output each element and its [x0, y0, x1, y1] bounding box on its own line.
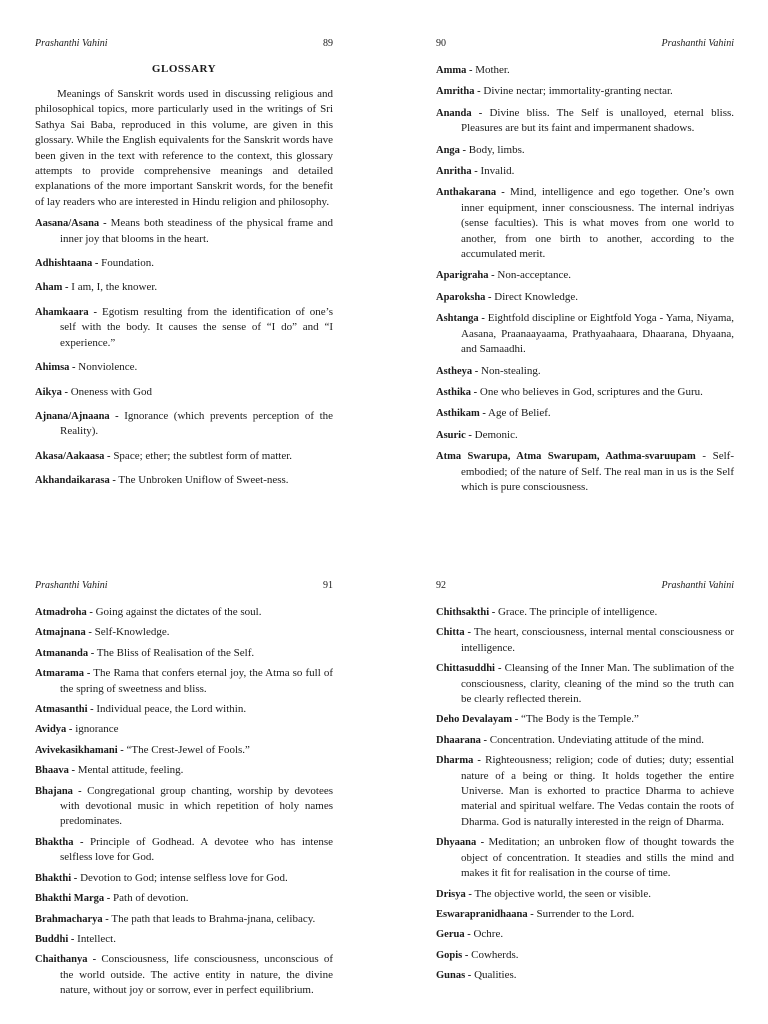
entry-term: Chitta -: [436, 627, 471, 639]
entry-definition: The objective world, the seen or visible.: [474, 887, 651, 900]
entry-definition: - Self-embodied; of the nature of Self. The real man in us is the Self which is pure consciousness.: [461, 450, 735, 493]
entry-term: Aikya -: [35, 386, 68, 398]
glossary-entry: [436, 625, 734, 656]
entry-term: Avidya -: [35, 724, 73, 736]
entry-term: Atma Swarupa, Atma Swarupam, Aathma-svaruupam: [436, 451, 696, 463]
entry-term: Adhishtaana -: [35, 258, 99, 270]
glossary-entry: [35, 605, 333, 620]
glossary-entry: [35, 763, 333, 778]
entry-term: Chithsakthi -: [436, 607, 496, 618]
glossary-title: GLOSSARY: [151, 63, 217, 75]
glossary-entry: [436, 968, 734, 983]
entry-term: Aparoksha -: [436, 291, 492, 303]
entry-term: Gopis -: [436, 949, 469, 961]
header-title: Prashanthi Vahini: [35, 580, 108, 591]
entry-definition: Divine nectar; immortality-granting nectar.: [483, 85, 673, 98]
entry-definition: Ochre.: [473, 928, 504, 941]
running-header: [436, 37, 734, 51]
glossary-entry: [436, 84, 734, 99]
glossary-entry: [35, 702, 333, 717]
glossary-entry: [35, 932, 333, 947]
entry-term: Bhaava -: [35, 765, 75, 777]
entry-term: Akasa/Aakaasa -: [35, 450, 111, 462]
glossary-entry: [35, 216, 333, 247]
entry-term: Gunas -: [436, 970, 472, 982]
entry-definition: Foundation.: [101, 257, 154, 270]
entry-definition: Consciousness, life consciousness, unconscious of the world outside. The active entity in nature, the divine nature, without joy or sorrow, ever in perfect equilibrium.: [60, 953, 333, 997]
glossary-entry: [35, 835, 333, 866]
entry-definition: Non-stealing.: [481, 364, 541, 377]
entry-term: Aasana/Asana -: [35, 218, 107, 230]
entry-definition: Qualities.: [474, 969, 517, 982]
entry-term: Gerua -: [436, 929, 471, 941]
glossary-entry: [436, 164, 734, 179]
glossary-entry: [436, 661, 734, 707]
entry-definition: Devotion to God; intense selfless love for God.: [80, 871, 288, 884]
entry-term: Buddhi -: [35, 933, 75, 945]
glossary-entry: [35, 449, 333, 464]
entry-term: Amritha -: [436, 86, 481, 98]
header-title: Prashanthi Vahini: [661, 580, 734, 591]
entry-definition: The path that leads to Brahma-jnana, celibacy.: [111, 912, 316, 925]
page-number: 91: [323, 580, 333, 591]
entry-term: Dhaarana -: [436, 734, 488, 746]
entry-definition: Principle of Godhead. A devotee who has intense selfless love for God.: [60, 835, 333, 864]
entry-definition: “The Body is the Temple.”: [521, 713, 639, 726]
entry-term: Dharma -: [436, 755, 481, 767]
glossary-entry: [35, 646, 333, 661]
entry-definition: Cowherds.: [471, 948, 519, 961]
glossary-entry: [35, 305, 333, 351]
header-title: Prashanthi Vahini: [661, 38, 734, 49]
glossary-entry: [35, 722, 333, 737]
entry-term: Chittasuddhi -: [436, 663, 502, 675]
glossary-entry: [35, 280, 333, 295]
entry-term: Anga -: [436, 144, 467, 156]
page-number: 92: [436, 580, 446, 591]
entry-definition: The heart, consciousness, internal mental consciousness or intelligence.: [461, 626, 734, 654]
page-92: [436, 579, 734, 1024]
glossary-entry: [35, 360, 333, 375]
glossary-entry: [436, 364, 734, 379]
entry-definition: Grace. The principle of intelligence.: [497, 606, 658, 618]
page-91: [35, 579, 333, 1024]
entry-definition: Oneness with God: [70, 385, 152, 398]
entry-term: Atmasanthi -: [35, 704, 94, 716]
entry-definition: I am, I, the knower.: [71, 281, 158, 294]
entry-term: Akhandaikarasa -: [35, 475, 116, 487]
entry-definition: Ignorance (which prevents perception of the Reality).: [60, 409, 334, 438]
glossary-entry: [35, 625, 333, 640]
entry-definition: Mental attitude, feeling.: [77, 764, 184, 777]
entry-definition: Individual peace, the Lord within.: [96, 703, 247, 716]
entry-term: Bhajana -: [35, 785, 82, 797]
glossary-entry: [436, 907, 734, 922]
entry-definition: Surrender to the Lord.: [536, 907, 635, 920]
entry-term: Atmadroha -: [35, 607, 93, 618]
glossary-entries: [35, 605, 333, 999]
glossary-entry: [436, 268, 734, 283]
glossary-entry: [35, 473, 333, 488]
glossary-entry: [35, 891, 333, 906]
glossary-entry: [436, 63, 734, 78]
entry-definition: Space; ether; the subtlest form of matter.: [113, 449, 293, 462]
glossary-entry: [436, 290, 734, 305]
entry-term: Ananda -: [436, 107, 483, 119]
entry-term: Bhakthi Marga -: [35, 893, 111, 905]
running-header: [35, 37, 333, 51]
glossary-entry: [436, 143, 734, 158]
entry-definition: Cleansing of the Inner Man. The sublimation of the consciousness, clarity, cleaning of the mind so the truth can be clearly reflected therein.: [461, 662, 734, 706]
glossary-entry: [436, 428, 734, 443]
page-number: 90: [436, 38, 446, 49]
entry-term: Bhaktha -: [35, 836, 84, 848]
glossary-entry: [436, 106, 734, 137]
glossary-entries: [436, 63, 734, 495]
page-90: [436, 37, 734, 501]
entry-definition: ignorance: [75, 723, 119, 736]
entry-definition: Nonviolence.: [78, 361, 138, 374]
entry-term: Ashtanga -: [436, 313, 485, 325]
page-89: [35, 37, 333, 498]
glossary-entry: [436, 835, 734, 881]
entry-term: Brahmacharya -: [35, 913, 109, 925]
glossary-entry: [35, 952, 333, 998]
entry-term: Astheya -: [436, 365, 479, 377]
entry-term: Asthikam -: [436, 408, 486, 420]
entry-definition: Going against the dictates of the soul.: [95, 606, 262, 618]
entry-definition: The Rama that confers eternal joy, the Atma so full of the spring of sweetness and bliss.: [60, 667, 333, 695]
entry-term: Atmajnana -: [35, 627, 92, 639]
entry-definition: Mind, intelligence and ego together. One’s own inner equipment, inner consciousness. The internal indriyas (sense faculties). This is what moves from one world to another, from one birth to another, according to the accumulated merit.: [461, 186, 734, 261]
glossary-entry: [436, 712, 734, 727]
entry-definition: Non-acceptance.: [497, 269, 571, 282]
entry-term: Amma -: [436, 65, 473, 76]
glossary-entry: [35, 409, 333, 440]
entry-term: Atmarama -: [35, 668, 91, 680]
glossary-entry: [35, 385, 333, 400]
entry-term: Avivekasikhamani -: [35, 744, 124, 756]
entry-term: Eswarapranidhaana -: [436, 908, 534, 920]
glossary-entry: [436, 185, 734, 262]
glossary-entry: [436, 887, 734, 902]
entry-definition: Eightfold discipline or Eightfold Yoga - Yama, Niyama, Aasana, Praanaayaama, Prathyaahaara, Dhaarana, Dhyaana, and Samaadhi.: [461, 312, 735, 356]
entry-term: Asuric -: [436, 429, 472, 441]
entry-term: Chaithanya -: [35, 954, 97, 966]
entry-definition: Means both steadiness of the physical frame and inner joy that blooms in the heart.: [60, 217, 334, 245]
entry-term: Deho Devalayam -: [436, 714, 519, 726]
glossary-intro: Meanings of Sanskrit words used in discussing religious and philosophical topics, more particularly used in the writings of Sri Sathya Sai Baba, reproduced in this volume, are given in this glossary. While the English equivalents for the Sanskrit words have been given in the text with reference to the context, this glossary attempts to provide comprehensive meanings and detailed explanations of the more important Sanskrit words, for the benefit of lay readers who are interested in Hindu religion and philosophy.: [35, 88, 333, 208]
running-header: [436, 579, 734, 593]
entry-definition: Demonic.: [474, 428, 518, 441]
entry-definition: Divine bliss. The Self is unalloyed, eternal bliss. Pleasures are but its faint and impermanent shadows.: [461, 106, 735, 135]
entry-definition: Invalid.: [480, 165, 515, 178]
running-header: [35, 579, 333, 593]
entry-definition: Congregational group chanting, worship by devotees with devotional music in which repetition of holy names predominates.: [60, 784, 333, 828]
entry-definition: Intellect.: [77, 932, 116, 945]
entry-definition: Self-Knowledge.: [94, 626, 170, 639]
glossary-entries: [436, 605, 734, 984]
entry-definition: “The Crest-Jewel of Fools.”: [126, 743, 250, 756]
entry-definition: Direct Knowledge.: [494, 290, 578, 303]
page-number: 89: [323, 38, 333, 49]
glossary-entry: [35, 666, 333, 697]
entry-term: Ahimsa -: [35, 362, 76, 374]
glossary-entry: [436, 927, 734, 942]
glossary-entry: [436, 311, 734, 357]
glossary-entry: [35, 871, 333, 886]
entry-definition: Body, limbs.: [468, 143, 525, 156]
glossary-entry: [436, 605, 734, 620]
glossary-entry: [436, 733, 734, 748]
entry-definition: Age of Belief.: [488, 407, 551, 420]
entry-term: Ajnana/Ajnaana -: [35, 410, 119, 422]
entry-term: Atmananda -: [35, 647, 95, 659]
glossary-entry: [35, 743, 333, 758]
entry-definition: Mother.: [475, 64, 510, 76]
entry-term: Dhyaana -: [436, 837, 485, 849]
glossary-entry: [436, 385, 734, 400]
entry-definition: One who believes in God, scriptures and the Guru.: [479, 385, 703, 398]
glossary-entry: [436, 406, 734, 421]
glossary-entry: [35, 784, 333, 830]
entry-term: Aparigraha -: [436, 270, 495, 282]
entry-definition: Righteousness; religion; code of duties; duty; essential nature of a being or thing. It holds together the entire Universe. Man is exhorted to practice Dharma to achieve material and spiritual welfare. The Vedas contain the roots of Dharma. God is naturally interested in the reign of Dharma.: [461, 754, 734, 828]
glossary-entries: [35, 216, 333, 488]
entry-definition: Meditation; an unbroken flow of thought towards the object of concentration. It steadies and stills the mind and makes it fit for realisation in the course of time.: [461, 836, 734, 880]
entry-term: Ahamkaara -: [35, 306, 98, 318]
entry-definition: Path of devotion.: [113, 892, 189, 905]
entry-term: Asthika -: [436, 386, 478, 398]
glossary-entry: [436, 753, 734, 830]
entry-definition: The Unbroken Uniflow of Sweet-ness.: [118, 474, 289, 487]
entry-definition: Egotism resulting from the identification of one’s self with the body. It causes the sense of “I do” and “I experience.”: [60, 305, 334, 349]
header-title: Prashanthi Vahini: [35, 38, 108, 49]
entry-definition: The Bliss of Realisation of the Self.: [96, 646, 255, 659]
entry-term: Anritha -: [436, 166, 478, 178]
glossary-entry: [436, 948, 734, 963]
glossary-entry: [35, 256, 333, 271]
entry-term: Aham -: [35, 282, 69, 294]
entry-term: Bhakthi -: [35, 872, 78, 884]
entry-definition: Concentration. Undeviating attitude of the mind.: [489, 733, 704, 746]
entry-term: Drisya -: [436, 888, 472, 900]
glossary-entry: [35, 912, 333, 927]
entry-term: Anthakarana -: [436, 187, 505, 199]
glossary-entry: [436, 449, 734, 495]
